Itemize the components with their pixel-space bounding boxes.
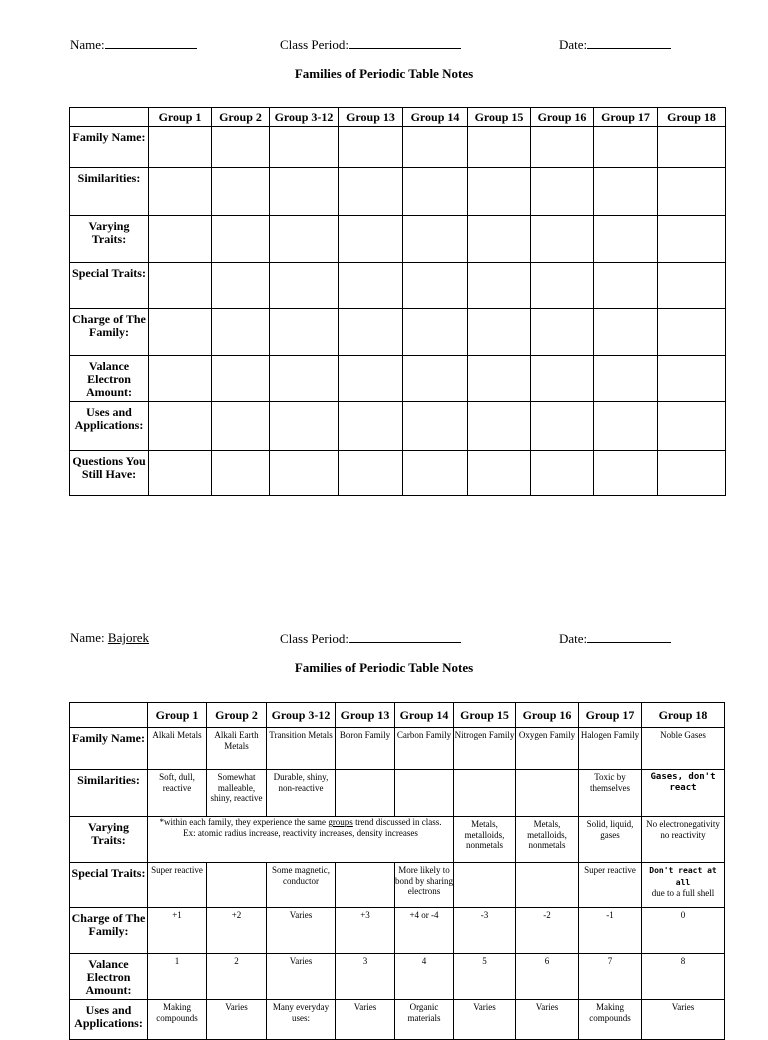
group-header: Group 17 <box>579 703 642 728</box>
table-row <box>70 954 725 1000</box>
answer-cell[interactable] <box>403 216 468 263</box>
answer-cell[interactable] <box>149 263 212 309</box>
charge-cell: -3 <box>454 908 516 954</box>
family-name-cell: Halogen Family <box>579 728 642 770</box>
table-row <box>70 127 726 168</box>
class-period-blank[interactable] <box>349 630 461 643</box>
answer-cell[interactable] <box>403 356 468 402</box>
answer-cell[interactable] <box>531 356 594 402</box>
family-name-cell: Alkali Metals <box>148 728 207 770</box>
table-row <box>70 863 725 908</box>
group-header: Group 18 <box>658 108 726 127</box>
group-header: Group 1 <box>148 703 207 728</box>
uses-cell: Making compounds <box>148 1000 207 1040</box>
charge-cell: +1 <box>148 908 207 954</box>
answer-cell[interactable] <box>149 216 212 263</box>
uses-cell: Varies <box>642 1000 725 1040</box>
date-blank[interactable] <box>587 36 671 49</box>
filled-notes-table <box>69 702 725 1040</box>
class-period-blank[interactable] <box>349 36 461 49</box>
row-label: Family Name: <box>70 728 148 770</box>
answer-cell[interactable] <box>339 127 403 168</box>
answer-cell[interactable] <box>468 309 531 356</box>
answer-cell[interactable] <box>531 451 594 496</box>
answer-cell[interactable] <box>468 127 531 168</box>
table-row <box>70 309 726 356</box>
row-label: Varying Traits: <box>70 216 149 263</box>
family-name-cell: Nitrogen Family <box>454 728 516 770</box>
date-field[interactable]: Date: <box>559 630 671 647</box>
valence-cell: 7 <box>579 954 642 1000</box>
varying-traits-cell: Metals, metalloids, nonmetals <box>454 817 516 863</box>
answer-cell[interactable] <box>531 309 594 356</box>
row-label: Family Name: <box>70 127 149 168</box>
charge-cell: -2 <box>516 908 579 954</box>
special-traits-cell: Some magnetic, conductor <box>267 863 336 908</box>
table-row <box>70 402 726 451</box>
group-header: Group 14 <box>395 703 454 728</box>
similarities-cell <box>395 770 454 817</box>
table-row <box>70 1000 725 1040</box>
similarities-cell: Soft, dull, reactive <box>148 770 207 817</box>
answer-cell[interactable] <box>270 216 339 263</box>
date-field[interactable]: Date: <box>559 36 671 53</box>
family-name-cell: Oxygen Family <box>516 728 579 770</box>
answer-cell[interactable] <box>270 127 339 168</box>
answer-cell[interactable] <box>531 263 594 309</box>
charge-cell: +4 or -4 <box>395 908 454 954</box>
group-header: Group 16 <box>516 703 579 728</box>
similarities-cell: Gases, don't react <box>642 770 725 817</box>
answer-cell[interactable] <box>270 356 339 402</box>
answer-cell[interactable] <box>531 402 594 451</box>
class-period-field[interactable]: Class Period: <box>280 630 461 647</box>
special-traits-cell: Don't react at all due to a full shell <box>642 863 725 908</box>
answer-cell[interactable] <box>468 168 531 216</box>
answer-cell[interactable] <box>339 309 403 356</box>
answer-cell[interactable] <box>212 168 270 216</box>
group-header: Group 15 <box>454 703 516 728</box>
answer-cell[interactable] <box>403 451 468 496</box>
answer-cell[interactable] <box>149 168 212 216</box>
answer-cell[interactable] <box>212 309 270 356</box>
name-field[interactable]: Name: Bajorek <box>70 630 150 645</box>
varying-traits-cell: Solid, liquid, gases <box>579 817 642 863</box>
table-row <box>70 817 725 863</box>
answer-cell[interactable] <box>658 216 726 263</box>
valence-cell: Varies <box>267 954 336 1000</box>
corner-cell <box>70 108 149 127</box>
answer-cell[interactable] <box>594 309 658 356</box>
answer-cell[interactable] <box>339 168 403 216</box>
name-field[interactable]: Name: <box>70 36 197 53</box>
row-label: Questions You Still Have: <box>70 451 149 496</box>
answer-cell[interactable] <box>658 127 726 168</box>
answer-cell[interactable] <box>468 263 531 309</box>
special-traits-cell: Super reactive <box>148 863 207 908</box>
varying-traits-note: *within each family, they experience the same groups trend discussed in class. Ex: atomic radius increase, reactivity increases, density increases <box>148 817 454 863</box>
header-bottom <box>70 630 730 648</box>
answer-cell[interactable] <box>270 309 339 356</box>
table-row <box>70 168 726 216</box>
table-row <box>70 263 726 309</box>
group-header: Group 2 <box>207 703 267 728</box>
answer-cell[interactable] <box>149 127 212 168</box>
answer-cell[interactable] <box>270 168 339 216</box>
answer-cell[interactable] <box>658 451 726 496</box>
charge-cell: 0 <box>642 908 725 954</box>
varying-traits-cell: Metals, metalloids, nonmetals <box>516 817 579 863</box>
answer-cell[interactable] <box>658 263 726 309</box>
answer-cell[interactable] <box>531 216 594 263</box>
answer-cell[interactable] <box>339 263 403 309</box>
answer-cell[interactable] <box>149 402 212 451</box>
similarities-cell <box>454 770 516 817</box>
worksheet-title: Families of Periodic Table Notes <box>294 66 474 81</box>
answer-cell[interactable] <box>149 451 212 496</box>
answer-cell[interactable] <box>270 451 339 496</box>
header-top <box>70 36 730 54</box>
group-header: Group 17 <box>594 108 658 127</box>
answer-cell[interactable] <box>594 263 658 309</box>
valence-cell: 1 <box>148 954 207 1000</box>
answer-cell[interactable] <box>594 451 658 496</box>
special-traits-cell <box>336 863 395 908</box>
worksheet-title: Families of Periodic Table Notes <box>294 660 474 675</box>
answer-cell[interactable] <box>270 263 339 309</box>
answer-cell[interactable] <box>658 356 726 402</box>
row-label: Valance Electron Amount: <box>70 356 149 402</box>
corner-cell <box>70 703 148 728</box>
special-traits-cell: More likely to bond by sharing electrons <box>395 863 454 908</box>
group-header: Group 14 <box>403 108 468 127</box>
group-header: Group 18 <box>642 703 725 728</box>
similarities-cell: Somewhat malleable, shiny, reactive <box>207 770 267 817</box>
answer-cell[interactable] <box>403 309 468 356</box>
group-header: Group 15 <box>468 108 531 127</box>
answer-cell[interactable] <box>212 356 270 402</box>
answer-cell[interactable] <box>658 309 726 356</box>
row-label: Special Traits: <box>70 263 149 309</box>
row-label: Uses and Applications: <box>70 1000 148 1040</box>
uses-cell: Varies <box>454 1000 516 1040</box>
group-header: Group 16 <box>531 108 594 127</box>
answer-cell[interactable] <box>212 263 270 309</box>
table-row <box>70 356 726 402</box>
answer-cell[interactable] <box>339 356 403 402</box>
answer-cell[interactable] <box>403 127 468 168</box>
uses-cell: Varies <box>336 1000 395 1040</box>
row-label: Special Traits: <box>70 863 148 908</box>
answer-cell[interactable] <box>339 451 403 496</box>
row-label: Uses and Applications: <box>70 402 149 451</box>
answer-cell[interactable] <box>594 216 658 263</box>
answer-cell[interactable] <box>468 356 531 402</box>
answer-cell[interactable] <box>339 402 403 451</box>
similarities-cell <box>516 770 579 817</box>
answer-cell[interactable] <box>212 216 270 263</box>
charge-cell: -1 <box>579 908 642 954</box>
valence-cell: 5 <box>454 954 516 1000</box>
row-label: Valance Electron Amount: <box>70 954 148 1000</box>
table-row <box>70 908 725 954</box>
table-row <box>70 728 725 770</box>
varying-traits-cell: No electronegativity no reactivity <box>642 817 725 863</box>
similarities-cell: Durable, shiny, non-reactive <box>267 770 336 817</box>
charge-cell: +3 <box>336 908 395 954</box>
family-name-cell: Carbon Family <box>395 728 454 770</box>
table-row <box>70 451 726 496</box>
family-name-cell: Boron Family <box>336 728 395 770</box>
blank-notes-table <box>69 107 726 496</box>
group-header: Group 3-12 <box>270 108 339 127</box>
valence-cell: 6 <box>516 954 579 1000</box>
answer-cell[interactable] <box>531 168 594 216</box>
group-header: Group 2 <box>212 108 270 127</box>
answer-cell[interactable] <box>339 216 403 263</box>
row-label: Charge of The Family: <box>70 908 148 954</box>
uses-cell: Varies <box>207 1000 267 1040</box>
special-traits-cell <box>516 863 579 908</box>
special-traits-cell <box>207 863 267 908</box>
answer-cell[interactable] <box>212 451 270 496</box>
similarities-cell <box>336 770 395 817</box>
answer-cell[interactable] <box>212 402 270 451</box>
class-period-field[interactable]: Class Period: <box>280 36 461 53</box>
answer-cell[interactable] <box>594 168 658 216</box>
family-name-cell: Noble Gases <box>642 728 725 770</box>
row-label: Similarities: <box>70 770 148 817</box>
similarities-cell: Toxic by themselves <box>579 770 642 817</box>
answer-cell[interactable] <box>468 402 531 451</box>
answer-cell[interactable] <box>149 309 212 356</box>
answer-cell[interactable] <box>270 402 339 451</box>
row-label: Charge of The Family: <box>70 309 149 356</box>
name-blank[interactable] <box>105 36 197 49</box>
answer-cell[interactable] <box>403 168 468 216</box>
valence-cell: 4 <box>395 954 454 1000</box>
answer-cell[interactable] <box>594 402 658 451</box>
uses-cell: Organic materials <box>395 1000 454 1040</box>
date-blank[interactable] <box>587 630 671 643</box>
table-row <box>70 216 726 263</box>
uses-cell: Varies <box>516 1000 579 1040</box>
row-label: Similarities: <box>70 168 149 216</box>
answer-cell[interactable] <box>212 127 270 168</box>
charge-cell: +2 <box>207 908 267 954</box>
family-name-cell: Transition Metals <box>267 728 336 770</box>
answer-cell[interactable] <box>531 127 594 168</box>
answer-cell[interactable] <box>468 216 531 263</box>
name-value: Bajorek <box>107 630 150 645</box>
answer-cell[interactable] <box>149 356 212 402</box>
valence-cell: 2 <box>207 954 267 1000</box>
answer-cell[interactable] <box>658 402 726 451</box>
valence-cell: 8 <box>642 954 725 1000</box>
valence-cell: 3 <box>336 954 395 1000</box>
answer-cell[interactable] <box>468 451 531 496</box>
special-traits-cell <box>454 863 516 908</box>
special-traits-cell: Super reactive <box>579 863 642 908</box>
table-row <box>70 770 725 817</box>
uses-cell: Many everyday uses: <box>267 1000 336 1040</box>
group-header: Group 13 <box>339 108 403 127</box>
answer-cell[interactable] <box>658 168 726 216</box>
answer-cell[interactable] <box>403 263 468 309</box>
charge-cell: Varies <box>267 908 336 954</box>
family-name-cell: Alkali Earth Metals <box>207 728 267 770</box>
group-header: Group 13 <box>336 703 395 728</box>
group-header: Group 1 <box>149 108 212 127</box>
uses-cell: Making compounds <box>579 1000 642 1040</box>
group-header: Group 3-12 <box>267 703 336 728</box>
row-label: Varying Traits: <box>70 817 148 863</box>
answer-cell[interactable] <box>594 356 658 402</box>
answer-cell[interactable] <box>594 127 658 168</box>
answer-cell[interactable] <box>403 402 468 451</box>
